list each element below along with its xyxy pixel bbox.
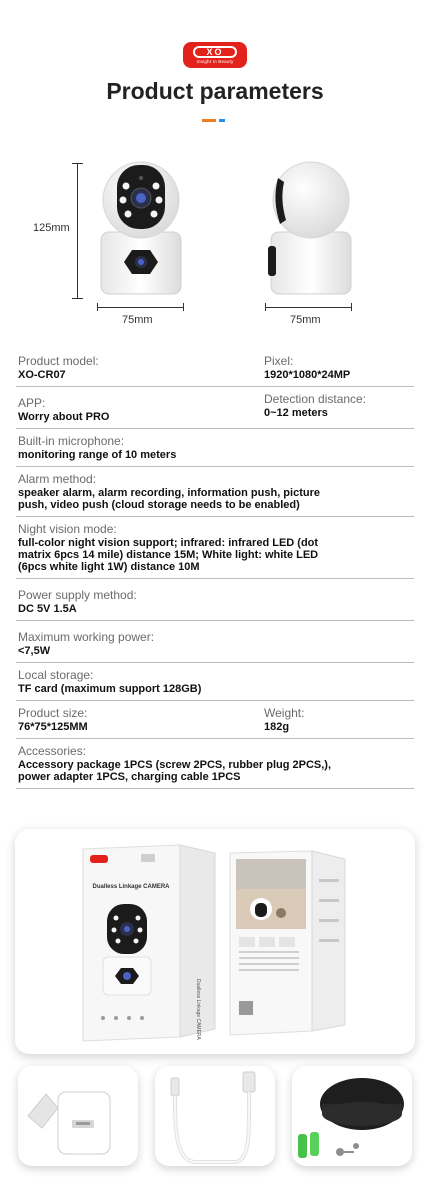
spec-row [16,517,414,579]
power-adapter-image [18,1066,138,1166]
spec-value: 76*75*125MM [18,721,88,733]
front-width-label: 75mm [122,314,153,326]
spec-value: 1920*1080*24MP [264,369,351,381]
spec-label: Detection distance: [264,392,367,406]
brand-logo-wrap [0,42,430,68]
spec-row [16,739,414,789]
spec-table [16,349,414,789]
title-accent [202,119,225,122]
camera-front-image [96,158,186,298]
spec-cell [18,434,412,461]
spec-value: <7,5W [18,645,51,657]
side-width-tick-right [351,303,352,311]
spec-value: TF card (maximum support 128GB) [18,683,202,695]
camera-side-image [266,158,356,298]
package-box-image [15,829,415,1054]
spec-label: Night vision mode: [18,522,117,536]
spec-value: Accessory package 1PCS (screw 2PCS, rubber plug 2PCS,), power adapter 1PCS, charging cable 1PCS [18,759,332,783]
spec-value: speaker alarm, alarm recording, information push, picture push, video push (cloud storage needs to be enabled) [18,487,320,511]
spec-cell [264,706,412,733]
spec-label: Accessories: [18,744,87,758]
spec-cell [18,668,412,695]
spec-label: APP: [18,396,46,410]
spec-value: XO-CR07 [18,369,66,381]
height-tick-bottom [72,298,83,299]
charging-cable-card [155,1066,275,1166]
spec-label: Power supply method: [18,588,137,602]
spec-value: Worry about PRO [18,411,110,423]
box-side-title: Dualless Linkage CAMERA [195,979,201,1040]
logo-tagline: Insight In Beauty [196,59,234,64]
spec-cell [264,354,412,381]
box-front-title: Dualless Linkage CAMERA [92,884,170,890]
mounting-kit-card [292,1066,412,1166]
spec-cell [18,354,264,381]
spec-value: DC 5V 1.5A [18,603,77,615]
spec-value: 0~12 meters [264,407,328,419]
spec-row [16,579,414,621]
side-width-label: 75mm [290,314,321,326]
side-width-line [265,307,351,308]
spec-cell [264,392,412,423]
package-photo-panel [15,829,415,1054]
spec-label: Product size: [18,706,88,720]
spec-cell [18,522,412,573]
spec-value: monitoring range of 10 meters [18,449,177,461]
spec-row [16,663,414,701]
spec-cell [18,392,264,423]
spec-label: Built-in microphone: [18,434,125,448]
power-adapter-card [18,1066,138,1166]
spec-label: Alarm method: [18,472,97,486]
spec-row [16,349,414,387]
spec-label: Weight: [264,706,305,720]
brand-logo [183,42,247,68]
spec-cell [18,626,412,657]
side-width-tick-left [265,303,266,311]
height-dimension-line [77,163,78,299]
spec-row [16,387,414,429]
front-width-tick-left [97,303,98,311]
front-width-line [97,307,183,308]
spec-cell [18,584,412,615]
spec-cell [18,472,412,511]
page-title: Product parameters [106,78,324,104]
spec-row [16,467,414,517]
spec-label: Local storage: [18,668,94,682]
spec-cell [18,706,264,733]
front-width-tick-right [183,303,184,311]
spec-value: full-color night vision support; infrared: infrared LED (dot matrix 6pcs 14 mile) distance 15M; White light: white LED (6pcs white light 1W) distance 10M [18,537,319,573]
spec-row [16,621,414,663]
spec-cell [18,744,412,783]
height-tick-top [72,163,83,164]
charging-cable-image [155,1066,275,1166]
spec-row [16,429,414,467]
spec-value: 182g [264,721,290,733]
height-label: 125mm [33,222,70,234]
mounting-kit-image [292,1066,412,1166]
spec-label: Pixel: [264,354,294,368]
spec-label: Product model: [18,354,99,368]
logo-mark: XO [193,46,237,58]
spec-row [16,701,414,739]
spec-label: Maximum working power: [18,630,155,644]
